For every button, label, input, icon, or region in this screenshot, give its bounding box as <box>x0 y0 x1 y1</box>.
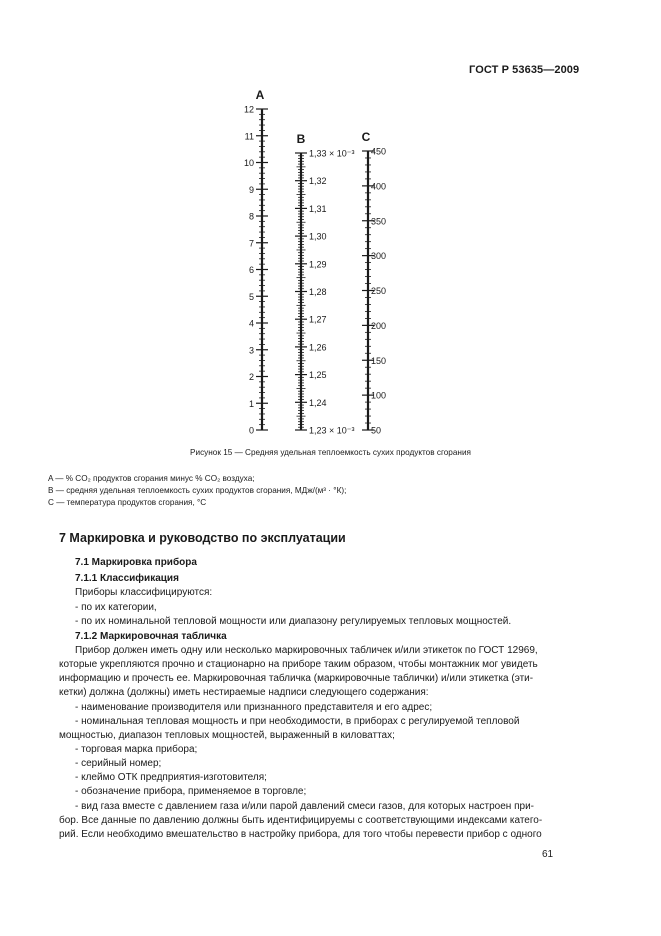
scale-b-tick-label: 1,24 <box>309 397 327 408</box>
standard-code: ГОСТ Р 53635—2009 <box>469 64 580 76</box>
figure-caption: Рисунок 15 — Средняя удельная теплоемкость сухих продуктов сгорания <box>190 448 471 457</box>
scale-a-tick-label: 3 <box>248 345 254 356</box>
scale-c-tick-label: 350 <box>371 216 387 227</box>
page-number: 61 <box>542 849 554 860</box>
list-item: - наименование производителя или признанного представителя и его адрес; <box>75 702 433 713</box>
classification-intro: Приборы классифицируются: <box>75 587 213 598</box>
list-item: - обозначение прибора, применяемое в торговле; <box>75 786 307 797</box>
classification-item: - по их номинальной тепловой мощности или диапазону регулируемых тепловых мощностей. <box>75 616 512 627</box>
paragraph-line: которые укрепляются прочно и стационарно на приборе таким образом, чтобы монтажник мог увидеть <box>59 659 538 670</box>
list-item: - вид газа вместе с давлением газа и/или парой давлений смеси газов, для которых настроен при- <box>75 801 534 812</box>
paragraph-line: бор. Все данные по давлению должны быть идентифицируемы с соответствующими индексами катего- <box>59 815 543 826</box>
scale-c-tick-label: 400 <box>371 181 387 192</box>
paragraph-line: мощностью, диапазон тепловых мощностей, выраженный в киловаттах; <box>59 730 395 741</box>
scale-b-tick-label: 1,25 <box>309 370 327 381</box>
scale-a-tick-label: 0 <box>248 425 254 436</box>
scale-b-tick-label: 1,33 × 10⁻³ <box>309 148 355 159</box>
paragraph-line: рий. Если необходимо вмешательство в настройку прибора, для того чтобы перевести прибор с одного <box>59 829 542 840</box>
scale-b-tick-label: 1,28 <box>309 287 327 297</box>
classification-item: - по их категории, <box>75 602 157 613</box>
scale-b-tick-label: 1,27 <box>309 314 327 325</box>
list-item: - серийный номер; <box>75 758 162 769</box>
subsection-7-1: 7.1 Маркировка прибора <box>75 557 197 568</box>
scale-c-tick-label: 200 <box>371 320 387 331</box>
subsection-7-1-1: 7.1.1 Классификация <box>75 573 179 584</box>
scale-a-tick-label: 4 <box>248 318 254 329</box>
scale-c-scale-label: C <box>361 130 371 144</box>
list-item: - номинальная тепловая мощность и при необходимости, в приборах с регулируемой тепловой <box>75 716 520 727</box>
scale-c-tick-label: 100 <box>371 390 387 401</box>
scale-a-tick-label: 11 <box>244 131 254 142</box>
legend-item-a: A — % CO₂ продуктов сгорания минус % CO₂ воздуха; <box>48 474 255 483</box>
legend-item-b: B — средняя удельная теплоемкость сухих продуктов сгорания, МДж/(м³ · °К); <box>48 486 347 495</box>
scale-b-tick-label: 1,32 <box>309 176 327 187</box>
scale-a-tick-label: 5 <box>248 291 254 302</box>
scale-a-tick-label: 6 <box>248 265 254 275</box>
scale-a-tick-label: 12 <box>243 104 254 115</box>
scale-a-tick-label: 9 <box>248 184 254 195</box>
scale-a-tick-label: 7 <box>248 238 254 249</box>
scale-b-scale-label: B <box>296 132 306 146</box>
scale-a-tick-label: 2 <box>248 372 254 382</box>
subsection-7-1-2: 7.1.2 Маркировочная табличка <box>75 631 227 642</box>
scale-b-tick-label: 1,23 × 10⁻³ <box>309 425 355 436</box>
scale-a-tick-label: 10 <box>243 158 254 168</box>
scale-c-tick-label: 300 <box>371 251 387 262</box>
scale-c-tick-label: 50 <box>371 425 382 436</box>
legend-item-c: C — температура продуктов сгорания, °C <box>48 498 207 507</box>
list-item: - торговая марка прибора; <box>75 744 198 755</box>
paragraph-line: информацию и прочесть ее. Маркировочная табличка (маркировочные таблички) и/или этикетка (эти- <box>59 673 534 684</box>
nomogram-figure <box>0 0 661 445</box>
scale-b-tick-label: 1,26 <box>309 342 327 353</box>
section-title: 7 Маркировка и руководство по эксплуатации <box>59 531 346 545</box>
scale-c-tick-label: 450 <box>371 146 387 157</box>
scale-c-tick-label: 150 <box>371 355 387 366</box>
list-item: - клеймо ОТК предприятия-изготовителя; <box>75 772 267 783</box>
paragraph-line: кетки) должна (должны) иметь нестираемые надписи следующего содержания: <box>59 687 429 698</box>
scale-a-tick-label: 1 <box>248 398 254 409</box>
scale-c-tick-label: 250 <box>371 286 387 296</box>
scale-b-tick-label: 1,31 <box>309 203 327 214</box>
scale-a-scale-label: A <box>255 88 265 102</box>
scale-b-tick-label: 1,30 <box>309 231 327 242</box>
scale-b-tick-label: 1,29 <box>309 259 327 270</box>
paragraph-line: Прибор должен иметь одну или несколько маркировочных табличек и/или этикеток по ГОСТ 12969, <box>75 645 538 656</box>
scale-a-tick-label: 8 <box>248 211 254 222</box>
